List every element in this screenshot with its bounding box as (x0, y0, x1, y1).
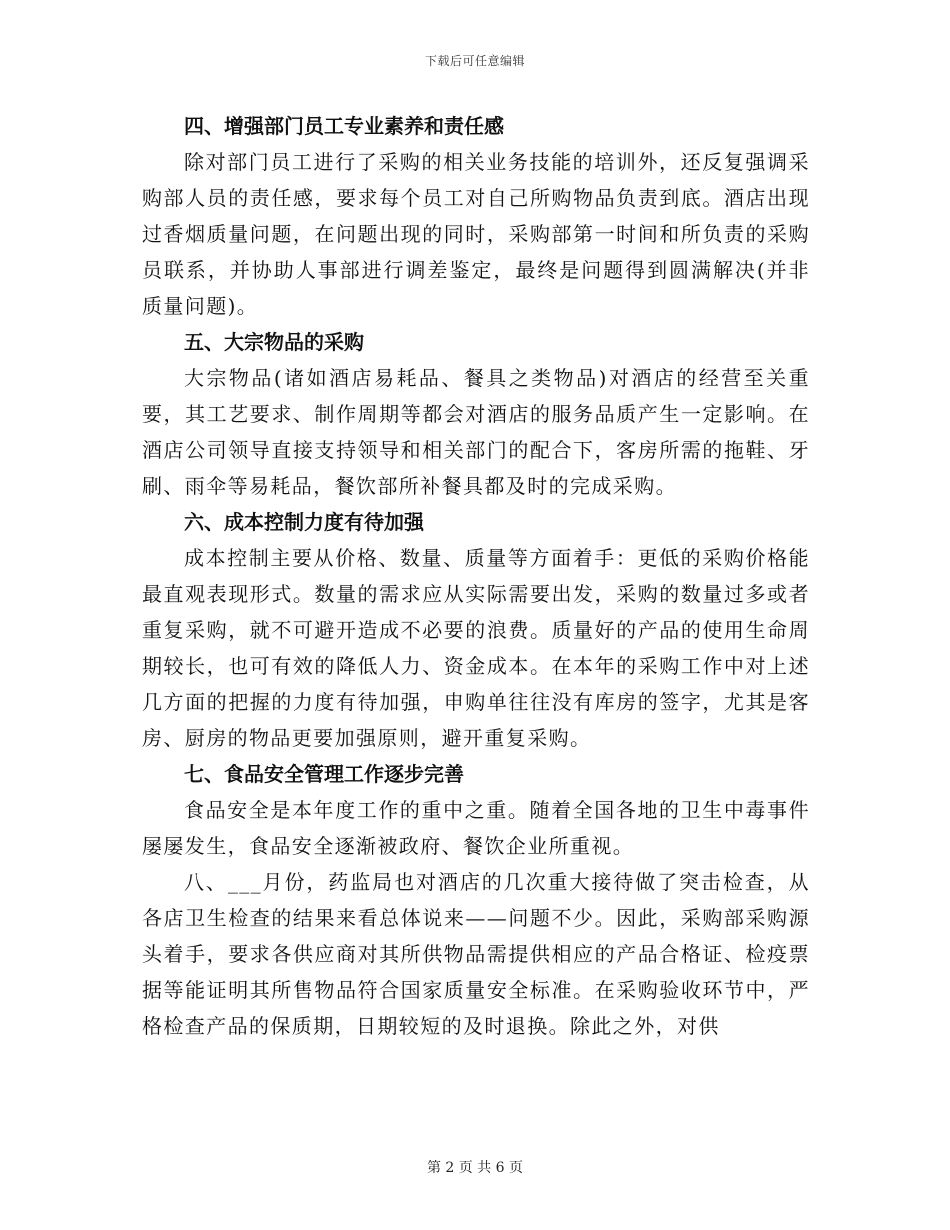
page-number: 第 2 页 共 6 页 (426, 1160, 524, 1176)
section-7-paragraph-1: 食品安全是本年度工作的重中之重。随着全国各地的卫生中毒事件屡屡发生，食品安全逐渐被政府、餐饮企业所重视。 (142, 798, 810, 858)
section-7-paragraph-2: 八、___月份，药监局也对酒店的几次重大接待做了突击检查，从各店卫生检查的结果来看总体说来——问题不少。因此，采购部采购源头着手，要求各供应商对其所供物品需提供相应的产品合格证、检疫票据等能证明其所售物品符合国家质量安全标准。在采购验收环节中，严格检查产品的保质期，日期较短的及时退换。除此之外，对供 (142, 870, 810, 1038)
section-heading-4: 四、增强部门员工专业素养和责任感 (184, 114, 504, 138)
section-heading-5: 五、大宗物品的采购 (184, 330, 364, 354)
section-heading-6: 六、成本控制力度有待加强 (184, 510, 424, 534)
section-heading-7: 七、食品安全管理工作逐步完善 (184, 762, 464, 786)
document-body (142, 108, 810, 1044)
section-6-paragraph: 成本控制主要从价格、数量、质量等方面着手：更低的采购价格能最直观表现形式。数量的需求应从实际需要出发，采购的数量过多或者重复采购，就不可避开造成不必要的浪费。质量好的产品的使用生命周期较长，也可有效的降低人力、资金成本。在本年的采购工作中对上述几方面的把握的力度有待加强，申购单往往没有库房的签字，尤其是客房、厨房的物品更要加强原则，避开重复采购。 (142, 546, 810, 750)
section-5-paragraph: 大宗物品(诸如酒店易耗品、餐具之类物品)对酒店的经营至关重要，其工艺要求、制作周期等都会对酒店的服务品质产生一定影响。在酒店公司领导直接支持领导和相关部门的配合下，客房所需的拖鞋、牙刷、雨伞等易耗品，餐饮部所补餐具都及时的完成采购。 (142, 366, 810, 498)
page-header-note: 下载后可任意编辑 (424, 54, 525, 68)
section-4-paragraph: 除对部门员工进行了采购的相关业务技能的培训外，还反复强调采购部人员的责任感，要求每个员工对自己所购物品负责到底。酒店出现过香烟质量问题，在问题出现的同时，采购部第一时间和所负责的采购员联系，并协助人事部进行调差鉴定，最终是问题得到圆满解决(并非质量问题)。 (142, 150, 810, 318)
